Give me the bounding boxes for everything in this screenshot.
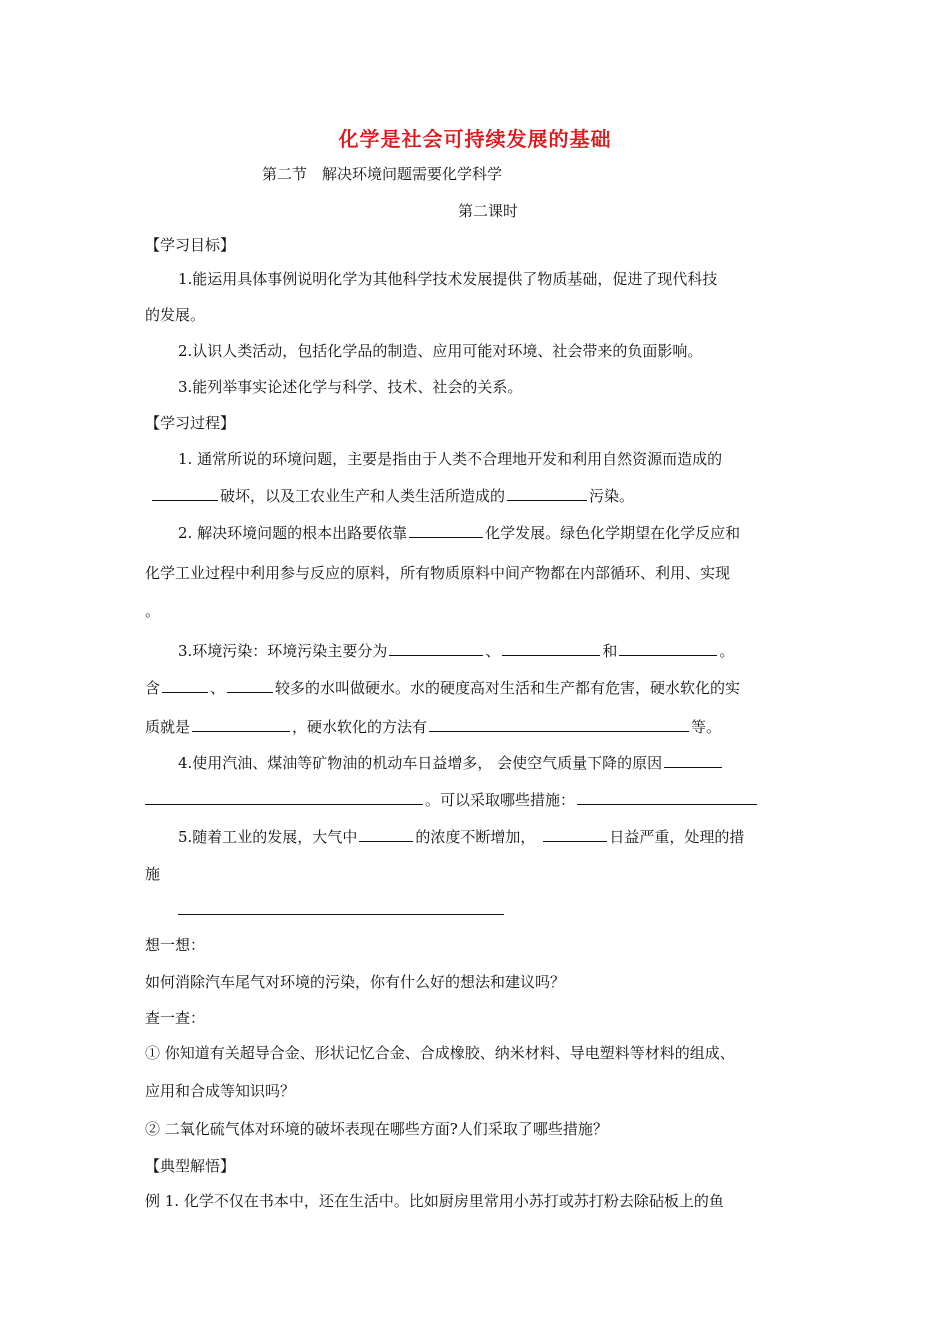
example-text: 例 1. 化学不仅在书本中，还在生活中。比如厨房里常用小苏打或苏打粉去除砧板上的鱼 <box>145 1192 724 1210</box>
process-heading: 【学习过程】 <box>145 414 236 432</box>
answer-blank[interactable] <box>577 788 757 805</box>
goal-item-3: 3.能列举事实论述化学与科学、技术、社会的关系。 <box>178 378 523 396</box>
answer-blank[interactable] <box>145 788 423 805</box>
check-heading: 查一查： <box>145 1009 206 1027</box>
answer-blank[interactable] <box>359 825 413 842</box>
answer-blank[interactable] <box>502 639 600 656</box>
question-3: 3.环境污染：环境污染主要分为 、 和 。 <box>178 639 734 662</box>
section-heading: 第二节 解决环境问题需要化学科学 <box>262 165 503 183</box>
goal-item-1-cont: 的发展。 <box>145 306 206 324</box>
question-1: 1. 通常所说的环境问题，主要是指由于人类不合理地开发和利用自然资源而造成的 <box>178 450 723 468</box>
question-4: 4.使用汽油、煤油等矿物油的机动车日益增多， 会使空气质量下降的原因 <box>178 751 724 774</box>
answer-blank[interactable] <box>507 484 587 501</box>
question-2: 2. 解决环境问题的根本出路要依靠 化学发展。绿色化学期望在化学反应和 <box>178 521 740 544</box>
question-2-cont: 化学工业过程中利用参与反应的原料，所有物质原料中间产物都在内部循环、利用、实现 <box>145 564 731 582</box>
answer-blank[interactable] <box>389 639 483 656</box>
question-5-cont: 施 <box>145 865 161 883</box>
answer-blank[interactable] <box>429 715 689 732</box>
document-title: 化学是社会可持续发展的基础 <box>338 127 612 151</box>
question-3-end: 质就是 ，硬水软化的方法有 等。 <box>145 715 721 738</box>
lesson-label: 第二课时 <box>458 202 519 220</box>
answer-blank[interactable] <box>619 639 717 656</box>
question-5: 5.随着工业的发展，大气中 的浓度不断增加， 日益严重，处理的措 <box>178 825 744 848</box>
answer-blank[interactable] <box>152 484 218 501</box>
check-item-1: ① 你知道有关超导合金、形状记忆合金、合成橡胶、纳米材料、导电塑料等材料的组成、 <box>145 1044 735 1062</box>
think-heading: 想一想： <box>145 936 206 954</box>
question-2-end: 。 <box>145 602 161 620</box>
goal-item-2: 2.认识人类活动，包括化学品的制造、应用可能对环境、社会带来的负面影响。 <box>178 342 703 360</box>
answer-line[interactable] <box>178 914 504 915</box>
answer-blank[interactable] <box>664 751 722 768</box>
check-item-1-cont: 应用和合成等知识吗？ <box>145 1082 296 1100</box>
example-heading: 【典型解悟】 <box>145 1157 236 1175</box>
answer-blank[interactable] <box>227 676 273 693</box>
question-4-cont: 。可以采取哪些措施： <box>145 788 759 811</box>
check-item-2: ② 二氧化硫气体对环境的破坏表现在哪些方面?人们采取了哪些措施？ <box>145 1120 608 1138</box>
answer-blank[interactable] <box>543 825 607 842</box>
question-1-cont: 破坏，以及工农业生产和人类生活所造成的 污染。 <box>150 484 634 507</box>
question-3-cont: 含 、 较多的水叫做硬水。水的硬度高对生活和生产都有危害，硬水软化的实 <box>145 676 740 699</box>
answer-blank[interactable] <box>409 521 483 538</box>
think-text: 如何消除汽车尾气对环境的污染，你有什么好的想法和建议吗？ <box>145 973 566 991</box>
goal-item-1: 1.能运用具体事例说明化学为其他科学技术发展提供了物质基础，促进了现代科技 <box>178 270 718 288</box>
goals-heading: 【学习目标】 <box>145 236 236 254</box>
answer-blank[interactable] <box>192 715 290 732</box>
answer-blank[interactable] <box>162 676 208 693</box>
